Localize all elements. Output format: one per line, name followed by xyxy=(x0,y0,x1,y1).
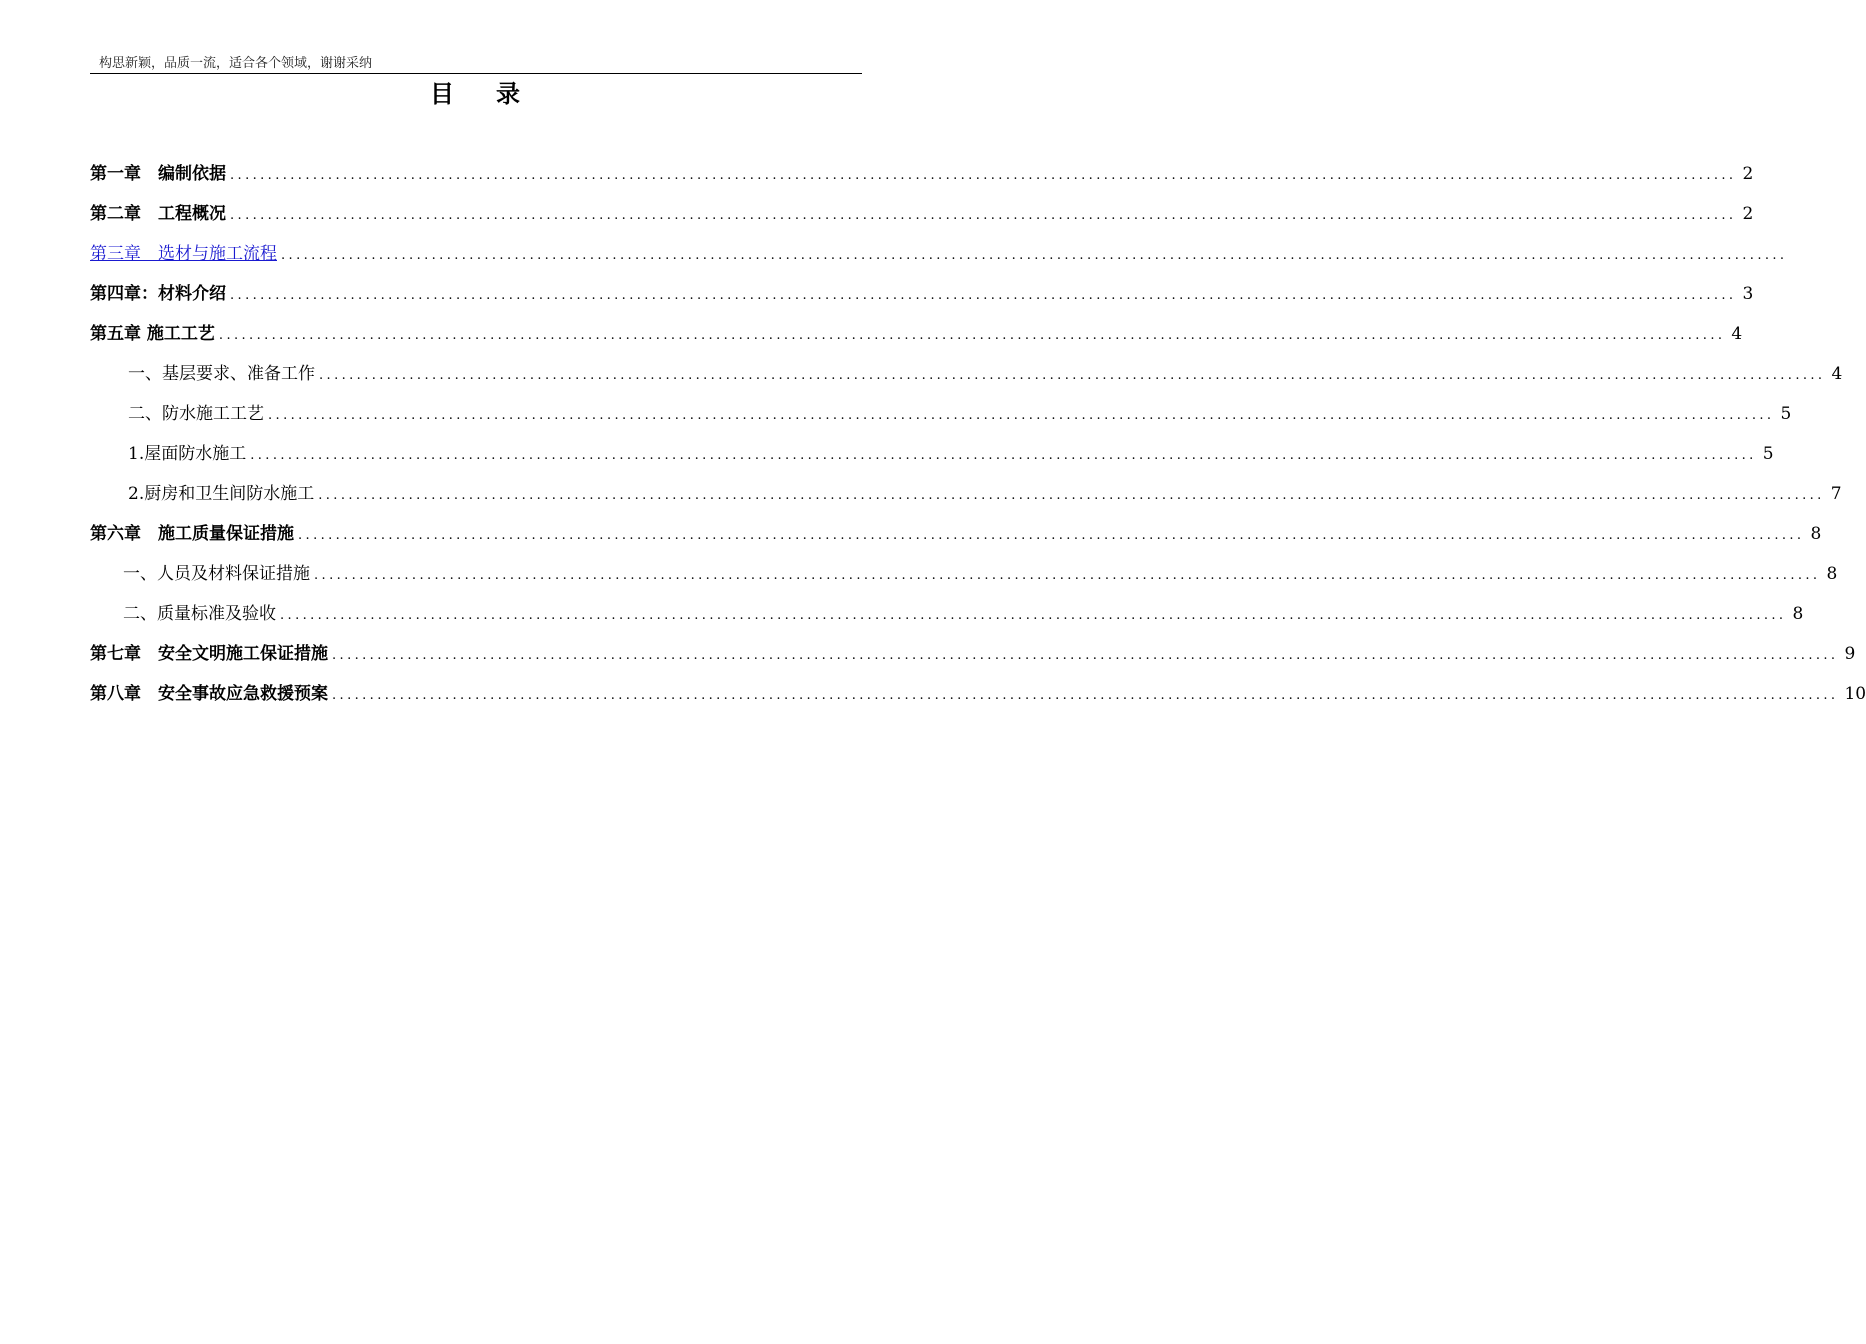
toc-leader-dots: ........................................................................................................................................................................................................ xyxy=(298,528,1805,543)
toc-page-number: 8 xyxy=(1792,604,1804,624)
toc-page-number: 9 xyxy=(1844,644,1856,664)
toc-entry-chapter-5[interactable] xyxy=(90,322,1743,346)
page-title: 目录 xyxy=(430,79,562,108)
toc-entry-label: 第一章 编制依据 xyxy=(90,164,226,184)
toc-entry-label: 二、质量标准及验收 xyxy=(123,604,276,624)
toc-entry-6-2[interactable] xyxy=(123,602,1804,626)
toc-entry-chapter-4[interactable] xyxy=(90,282,1754,306)
toc-entry-label: 1.屋面防水施工 xyxy=(128,444,247,464)
toc-entry-label: 一、基层要求、准备工作 xyxy=(128,364,315,384)
toc-entry-5-2-2[interactable] xyxy=(128,482,1842,506)
toc-leader-dots: ........................................................................................................................................................................................................ xyxy=(218,328,1726,343)
toc-page-number: 4 xyxy=(1731,324,1743,344)
toc-leader-dots: ........................................................................................................................................................................................................ xyxy=(332,648,1839,663)
toc-leader-dots: ........................................................................................................................................................................................................ xyxy=(250,448,1757,463)
toc-leader-dots: ........................................................................................................................................................................................................ xyxy=(318,488,1825,503)
toc-leader-dots: ........................................................................................................................................................................................................ xyxy=(332,688,1839,703)
toc-entry-chapter-8[interactable] xyxy=(90,682,1866,706)
toc-entry-5-1[interactable] xyxy=(128,362,1843,386)
toc-entry-chapter-3[interactable] xyxy=(90,242,1788,266)
toc-entry-label: 一、人员及材料保证措施 xyxy=(123,564,310,584)
toc-page-number: 5 xyxy=(1762,444,1774,464)
toc-leader-dots: ........................................................................................................................................................................................................ xyxy=(230,208,1737,223)
toc-page-number: 7 xyxy=(1830,484,1842,504)
toc-entry-label: 第二章 工程概况 xyxy=(90,204,226,224)
toc-entry-chapter-7[interactable] xyxy=(90,642,1856,666)
toc-entry-label: 二、防水施工工艺 xyxy=(128,404,264,424)
toc-entry-label: 第五章 施工工艺 xyxy=(90,324,215,344)
toc-page-number: 8 xyxy=(1810,524,1822,544)
toc-leader-dots: ........................................................................................................................................................................................................ xyxy=(230,288,1737,303)
toc-leader-dots: ........................................................................................................................................................................................................ xyxy=(319,368,1826,383)
toc-leader-dots: ........................................................................................................................................................................................................ xyxy=(268,408,1775,423)
toc-entry-chapter-6[interactable] xyxy=(90,522,1822,546)
toc-entry-label: 第六章 施工质量保证措施 xyxy=(90,524,294,544)
toc-leader-dots: ........................................................................................................................................................................................................ xyxy=(280,608,1787,623)
toc-page-number: 2 xyxy=(1742,204,1754,224)
toc-entry-chapter-1[interactable] xyxy=(90,162,1754,186)
toc-entry-chapter-2[interactable] xyxy=(90,202,1754,226)
toc-entry-5-2[interactable] xyxy=(128,402,1792,426)
header-text: 构思新颖，品质一流，适合各个领域，谢谢采纳 xyxy=(99,56,373,71)
toc-entry-label[interactable]: 第三章 选材与施工流程 xyxy=(90,244,277,264)
toc-entry-label: 第七章 安全文明施工保证措施 xyxy=(90,644,328,664)
toc-leader-dots: ........................................................................................................................................................................................................ xyxy=(314,568,1821,583)
toc-page-number: 10 xyxy=(1844,684,1866,704)
toc-leader-dots: ........................................................................................................................................................................................................ xyxy=(230,168,1737,183)
toc-page-number: 3 xyxy=(1742,284,1754,304)
toc-entry-label: 2.厨房和卫生间防水施工 xyxy=(128,484,315,504)
toc-entry-6-1[interactable] xyxy=(123,562,1838,586)
page-header xyxy=(90,56,862,74)
toc-page-number: 4 xyxy=(1831,364,1843,384)
toc-page-number: 8 xyxy=(1826,564,1838,584)
toc-entry-5-2-1[interactable] xyxy=(128,442,1774,466)
toc-page-number: 5 xyxy=(1780,404,1792,424)
toc-entry-label: 第四章：材料介绍 xyxy=(90,284,226,304)
toc-entry-label: 第八章 安全事故应急救援预案 xyxy=(90,684,328,704)
toc-leader-dots: ........................................................................................................................................................................................................ xyxy=(281,248,1788,263)
toc-page-number: 2 xyxy=(1742,164,1754,184)
